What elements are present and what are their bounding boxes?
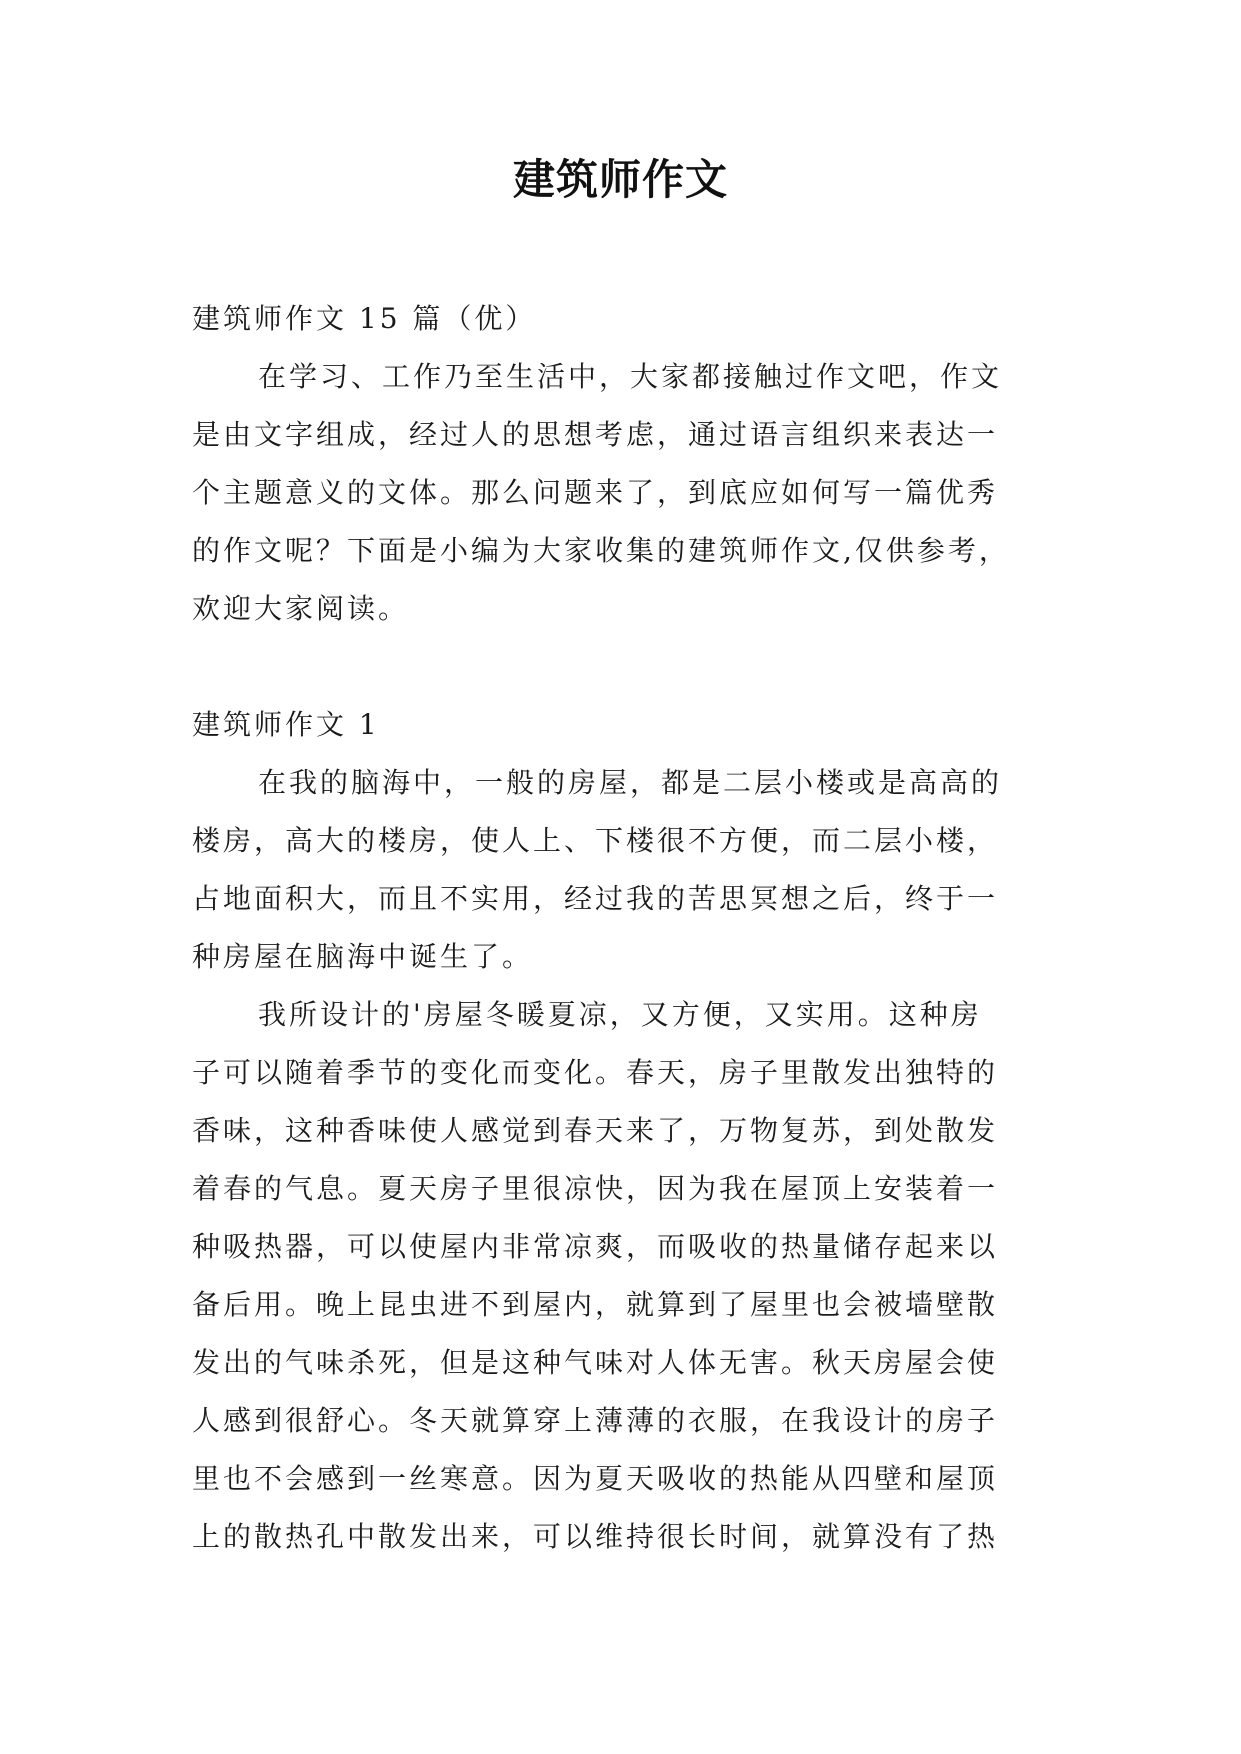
para2-line: 人感到很舒心。冬天就算穿上薄薄的衣服，在我设计的房子	[192, 1404, 999, 1437]
intro-line: 欢迎大家阅读。	[192, 592, 410, 625]
intro-line: 在学习、工作乃至生活中，大家都接触过作文吧，作文	[258, 360, 1003, 393]
para2-line: 着春的气息。夏天房子里很凉快，因为我在屋顶上安装着一	[192, 1172, 999, 1205]
document-title: 建筑师作文	[512, 155, 728, 204]
para2-line: 上的散热孔中散发出来，可以维持很长时间，就算没有了热	[192, 1520, 999, 1553]
para2-line: 子可以随着季节的变化而变化。春天，房子里散发出独特的	[192, 1056, 999, 1089]
para1-line: 楼房，高大的楼房，使人上、下楼很不方便，而二层小楼，	[192, 824, 999, 857]
intro-line: 的作文呢？下面是小编为大家收集的建筑师作文,仅供参考，	[192, 534, 1010, 567]
para1-line: 占地面积大，而且不实用，经过我的苦思冥想之后，终于一	[192, 882, 999, 915]
para1-line: 种房屋在脑海中诞生了。	[192, 940, 534, 973]
para2-line: 备后用。晚上昆虫进不到屋内，就算到了屋里也会被墙壁散	[192, 1288, 999, 1321]
para2-line: 发出的气味杀死，但是这种气味对人体无害。秋天房屋会使	[192, 1346, 999, 1379]
para1-line: 在我的脑海中，一般的房屋，都是二层小楼或是高高的	[258, 766, 1003, 799]
intro-line: 个主题意义的文体。那么问题来了，到底应如何写一篇优秀	[192, 476, 999, 509]
document-subtitle: 建筑师作文 15 篇（优）	[192, 302, 537, 335]
para2-line: 香味，这种香味使人感觉到春天来了，万物复苏，到处散发	[192, 1114, 999, 1147]
intro-line: 是由文字组成，经过人的思想考虑，通过语言组织来表达一	[192, 418, 999, 451]
para2-line: 种吸热器，可以使屋内非常凉爽，而吸收的热量储存起来以	[192, 1230, 999, 1263]
document-body	[192, 290, 1058, 1566]
para2-line: 里也不会感到一丝寒意。因为夏天吸收的热能从四壁和屋顶	[192, 1462, 999, 1495]
section-heading: 建筑师作文 1	[192, 708, 380, 741]
paragraph-gap	[192, 638, 1058, 696]
para2-line: 我所设计的'房屋冬暖夏凉，又方便，又实用。这种房	[258, 998, 982, 1031]
